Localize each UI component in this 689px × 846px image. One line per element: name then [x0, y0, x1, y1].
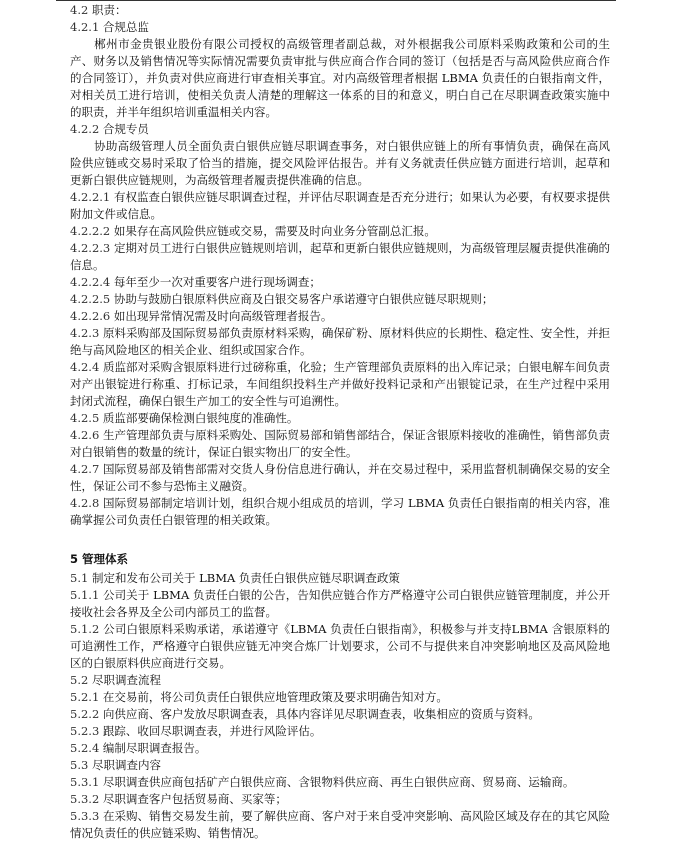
- list-item: [70, 223, 610, 240]
- list-item: [70, 359, 610, 410]
- item-text: 公司白银原料采购承诺，承诺遵守《LBMA 负责任白银指南》，积极参与并支持LBMA 含银原料的可追溯性工作，严格遵守白银供应链无冲突合炼厂计划要求，公司不与提供来自冲突影响地区及高风险地区的白银原料供应商进行交易。: [70, 622, 610, 670]
- section-4-2-heading: [70, 2, 610, 19]
- item-text: 尽职调查客户包括贸易商、买家等；: [102, 792, 287, 806]
- item-text: 向供应商、客户发放尽职调查表，具体内容详见尽职调查表，收集相应的资质与资料。: [102, 707, 540, 721]
- item-number: 5.1: [70, 571, 89, 585]
- list-item: [70, 791, 610, 808]
- item-text: 如果存在高风险供应链或交易，需要及时向业务分管副总汇报。: [113, 224, 436, 238]
- item-text: 质监部要确保检测白银纯度的准确性。: [102, 411, 299, 425]
- list-item: [70, 587, 610, 621]
- item-text: 在采购、销售交易发生前，要了解供应商、客户对于来自受冲突影响、高风险区域及存在的其它风险情况负责任的供应链采购、销售情况。: [70, 809, 611, 840]
- item-number: 4.2.8: [70, 496, 100, 510]
- item-number: 4.2.5: [70, 411, 100, 425]
- list-item: [70, 495, 610, 529]
- item-number: 5.2.3: [70, 724, 100, 738]
- item-text: 国际贸易部及销售部需对交货人身份信息进行确认，并在交易过程中，采用监督机制确保交易的安全性，保证公司不参与恐怖主义融资。: [70, 462, 611, 493]
- item-number: 5.1.2: [70, 622, 100, 636]
- item-text: 每年至少一次对重要客户进行现场调查；: [113, 275, 321, 289]
- item-text: 定期对员工进行白银供应链规则培训，起草和更新白银供应链规则，为高级管理层履责提供准确的信息。: [70, 241, 611, 272]
- item-text: 尽职调查内容: [91, 758, 161, 772]
- list-item: [70, 689, 610, 706]
- list-item: [70, 706, 610, 723]
- list-4-2-2: [70, 189, 610, 325]
- item-text: 生产管理部负责与原料采购处、国际贸易部和销售部结合，保证含银原料接收的准确性，销售部负责对白银销售的数量的统计，保证白银实物出厂的安全性。: [70, 428, 611, 459]
- item-number: 4.2.2.4: [70, 275, 111, 289]
- document-body: [70, 2, 610, 842]
- list-4-2-x: [70, 325, 610, 529]
- item-number: 5.3.3: [70, 809, 100, 823]
- item-number: 5.2.1: [70, 690, 100, 704]
- section-title: 合规专员: [102, 122, 149, 136]
- item-number: 4.2.2.3: [70, 241, 111, 255]
- item-number: 5.2.2: [70, 707, 100, 721]
- list-item: [70, 621, 610, 672]
- item-text: 尽职调查供应商包括矿产白银供应商、含银物料供应商、再生白银供应商、贸易商、运输商。: [102, 775, 575, 789]
- item-number: 5.3.1: [70, 775, 100, 789]
- list-item: [70, 774, 610, 791]
- list-item: [70, 723, 610, 740]
- item-number: 5.1.1: [70, 588, 100, 602]
- list-item: [70, 672, 610, 689]
- section-4-2-1-body: 郴州市金贵银业股份有限公司授权的高级管理者副总裁，对外根据我公司原料采购政策和公司的生产、财务以及销售情况等实际情况需要负责审批与供应商合作合同的签订（包括是否与高风险供应商合作的合同签订），并负责对供应商进行审查相关事宜。对内高级管理者根据 LBMA 负责任的白银指南文件，对相关员工进行培训，使相关负责人清楚的理解这一体系的目的和意义，明白自己在尽职调查政策实施中的职责，并半年组织培训重温相关内容。: [70, 37, 610, 119]
- item-text: 如出现异常情况需及时向高级管理者报告。: [113, 309, 333, 323]
- list-item: [70, 808, 610, 842]
- item-number: 5.3.2: [70, 792, 100, 806]
- item-number: 4.2.3: [70, 326, 100, 340]
- item-number: 5.2: [70, 673, 89, 687]
- list-item: [70, 189, 610, 223]
- section-title: 职责：: [91, 3, 127, 17]
- item-text: 跟踪、收回尽职调查表，并进行风险评估。: [102, 724, 322, 738]
- item-number: 4.2.2.6: [70, 309, 111, 323]
- list-item: [70, 274, 610, 291]
- item-text: 制定和发布公司关于 LBMA 负责任白银供应链尽职调查政策: [91, 571, 400, 585]
- item-text: 质监部对采购含银原料进行过磅称重，化验；生产管理部负责原料的出入库记录；白银电解车间负责对产出银锭进行称重、打标记录，车间组织投料生产并做好投料记录和产出银锭记录，在生产过程中采用封闭式流程，确保白银生产加工的安全性与可追溯性。: [70, 360, 611, 408]
- item-text: 尽职调查流程: [91, 673, 161, 687]
- item-number: 4.2.2.1: [70, 190, 111, 204]
- item-number: 5.3: [70, 758, 89, 772]
- section-title: 合规总监: [102, 20, 149, 34]
- list-item: [70, 427, 610, 461]
- item-number: 4.2.2.2: [70, 224, 111, 238]
- item-text: 原料采购部及国际贸易部负责原材料采购，确保矿粉、原材料供应的长期性、稳定性、安全性，并拒绝与高风险地区的相关企业、组织或国家合作。: [70, 326, 611, 357]
- list-item: [70, 291, 610, 308]
- item-text: 在交易前，将公司负责任白银供应地管理政策及要求明确告知对方。: [102, 690, 448, 704]
- section-4-2-2-body: 协助高级管理人员全面负责白银供应链尽职调查事务，对白银供应链上的所有事情负责，确保在高风险供应链或交易时采取了恰当的措施，提交风险评估报告。并有义务就责任供应链方面进行培训，起草和更新白银供应链规则，为高级管理者履责提供准确的信息。: [70, 139, 610, 187]
- item-number: 4.2.6: [70, 428, 100, 442]
- list-item: [70, 410, 610, 427]
- section-number: 4.2.2: [70, 122, 100, 136]
- list-item: [70, 570, 610, 587]
- item-number: 4.2.7: [70, 462, 100, 476]
- section-4-2-1-heading: [70, 19, 610, 36]
- item-number: 5.2.4: [70, 741, 100, 755]
- list-item: [70, 325, 610, 359]
- list-item: [70, 461, 610, 495]
- section-number: 4.2: [70, 3, 89, 17]
- item-text: 有权监查白银供应链尽职调查过程，并评估尽职调查是否充分进行；如果认为必要，有权要求提供附加文件或信息。: [70, 190, 611, 221]
- list-item: [70, 240, 610, 274]
- section-spacer: [70, 529, 610, 551]
- section-number: 4.2.1: [70, 20, 100, 34]
- section-4-2-2-heading: [70, 121, 610, 138]
- item-text: 国际贸易部制定培训计划，组织合规小组成员的培训，学习 LBMA 负责任白银指南的相关内容，准确掌握公司负责任白银管理的相关政策。: [70, 496, 610, 527]
- item-number: 4.2.4: [70, 360, 100, 374]
- item-text: 编制尽职调查报告。: [102, 741, 207, 755]
- item-text: 协助与鼓励白银原料供应商及白银交易客户承诺遵守白银供应链尽职规则；: [113, 292, 494, 306]
- header-rule: [56, 0, 616, 1]
- list-item: [70, 740, 610, 757]
- list-item: [70, 757, 610, 774]
- list-5: [70, 570, 610, 842]
- item-text: 公司关于 LBMA 负责任白银的公告，告知供应链合作方严格遵守公司白银供应链管理制度，并公开接收社会各界及全公司内部员工的监督。: [70, 588, 610, 619]
- item-number: 4.2.2.5: [70, 292, 111, 306]
- section-5-heading: 5 管理体系: [70, 552, 129, 566]
- list-item: [70, 308, 610, 325]
